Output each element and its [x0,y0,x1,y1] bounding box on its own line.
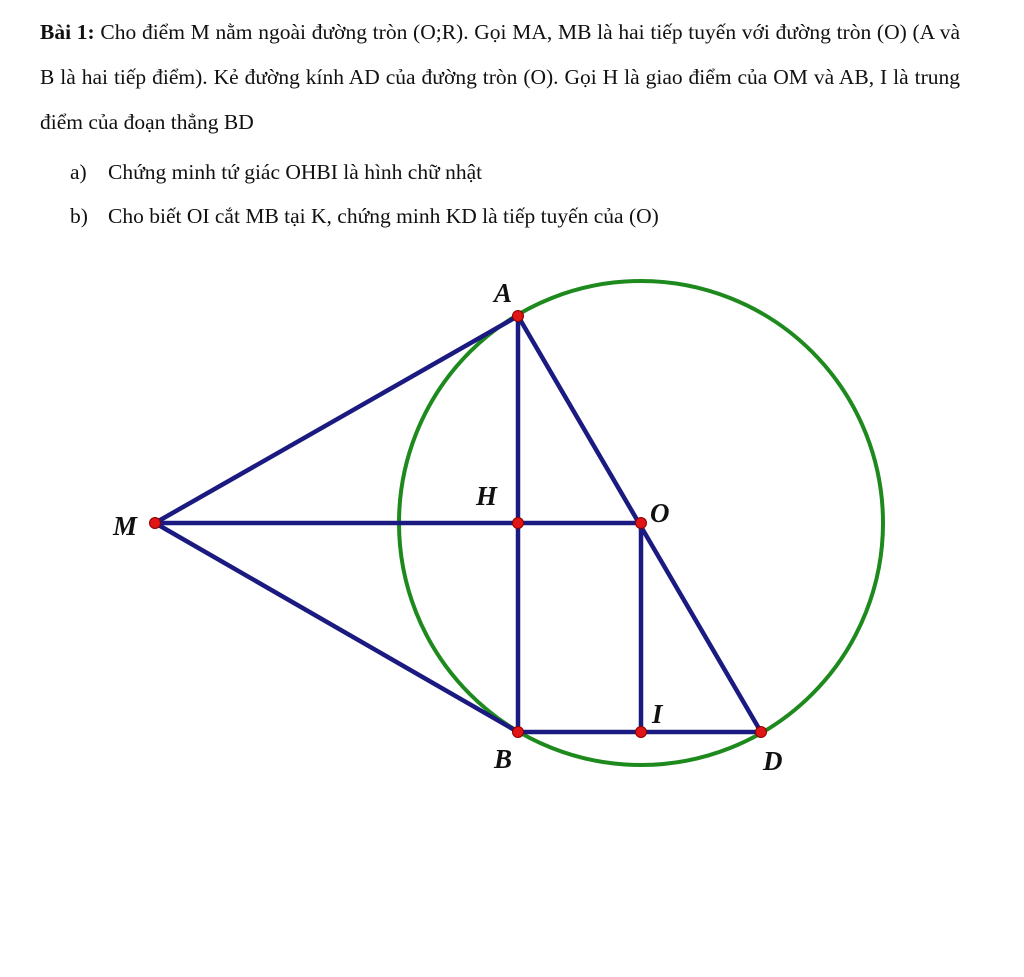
label-d: D [763,746,783,776]
part-a-text: Chứng minh tứ giác OHBI là hình chữ nhật [108,160,483,184]
point-d [756,727,767,738]
point-b [513,727,524,738]
segment-mb [155,523,518,732]
point-m [150,518,161,529]
part-a-label: a) [70,160,87,184]
label-h: H [476,481,498,511]
part-b-label: b) [70,204,88,228]
label-o: O [650,498,670,528]
point-i [636,727,647,738]
problem-title: Bài 1: [40,20,95,44]
label-a: A [494,278,513,308]
segment-ma [155,316,518,523]
part-b-text: Cho biết OI cắt MB tại K, chứng minh KD là tiếp tuyến của (O) [108,204,659,228]
label-b: B [494,744,513,774]
point-a [513,311,524,322]
point-h [513,518,524,529]
problem-text: Cho điểm M nằm ngoài đường tròn (O;R). Gọi MA, MB là hai tiếp tuyến với đường tròn (O) (A và B là hai tiếp điểm). Kẻ đường kính AD của đường tròn (O). Gọi H là giao điểm của OM và AB, I là trung điểm của đoạn thẳng BD [40,20,960,134]
label-i: I [652,699,663,729]
label-m: M [113,511,138,541]
point-o [636,518,647,529]
